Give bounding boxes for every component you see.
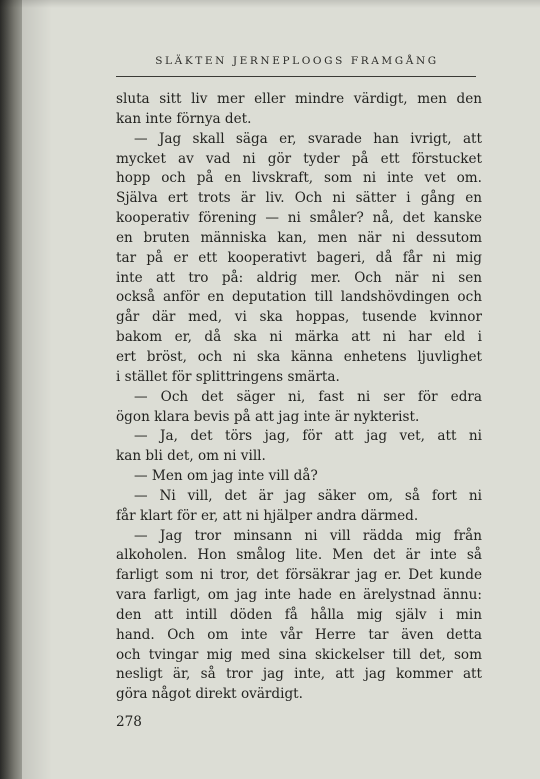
text-line: — Men om jag inte vill då? bbox=[134, 468, 318, 485]
text-line: inte att tro på: aldrig mer. Och när ni sen bbox=[116, 269, 482, 286]
text-line: ögon klara bevis på att jag inte är nykterist. bbox=[116, 408, 420, 425]
text-line: vara farligt, om jag inte hade en ärelystnad ännu: bbox=[116, 587, 482, 604]
header-rule bbox=[116, 76, 476, 77]
text-line: i stället för splittringens smärta. bbox=[116, 368, 340, 385]
text-line: går där med, vi ska hoppas, tusende kvinnor bbox=[116, 309, 482, 326]
running-header: SLÄKTEN JERNEPLOOGS FRAMGÅNG bbox=[155, 55, 439, 67]
text-line: — Ja, det törs jag, för att jag vet, att ni bbox=[134, 428, 482, 445]
text-line: nesligt är, så tror jag inte, att jag kommer att bbox=[116, 666, 482, 683]
text-line: tar på er ett kooperativt bageri, då får ni mig bbox=[116, 249, 482, 266]
page-number: 278 bbox=[116, 714, 142, 730]
text-line: och tvingar mig med sina skickelser till det, som bbox=[116, 646, 482, 663]
text-line: hand. Och om inte vår Herre tar även detta bbox=[116, 626, 482, 643]
text-line: den att intill döden få hålla mig själv i min bbox=[116, 606, 482, 623]
text-line: en bruten människa kan, men när ni dessutom bbox=[116, 229, 482, 246]
text-line: bakom er, då ska ni märka att ni har eld i bbox=[116, 329, 482, 346]
text-line: också anför en deputation till landshövdingen och bbox=[116, 289, 482, 306]
text-line: — Och det säger ni, fast ni ser för edra bbox=[134, 388, 482, 405]
body-text bbox=[116, 90, 482, 705]
text-line: sluta sitt liv mer eller mindre värdigt, men den bbox=[116, 91, 482, 107]
text-line: får klart för er, att ni hjälper andra därmed. bbox=[116, 507, 419, 524]
text-line: ert bröst, och ni ska känna enhetens ljuvlighet bbox=[116, 348, 482, 365]
text-line: farligt som ni tror, det försäkrar jag er. Det kunde bbox=[116, 567, 482, 584]
text-line: — Jag skall säga er, svarade han ivrigt, att bbox=[134, 130, 482, 147]
text-line: hopp och på en livskraft, som ni inte vet om. bbox=[116, 170, 482, 187]
text-line: mycket av vad ni gör tyder på ett förstucket bbox=[116, 150, 482, 167]
page-edge-shadow bbox=[0, 0, 540, 8]
text-line: kooperativ förening — ni småler? nå, det kanske bbox=[116, 210, 482, 227]
text-line: Själva ert trots är liv. Och ni sätter i gång en bbox=[116, 190, 482, 207]
text-line: göra något direkt ovärdigt. bbox=[116, 686, 303, 703]
text-line: — Jag tror minsann ni vill rädda mig från bbox=[134, 527, 482, 544]
text-line: kan inte förnya det. bbox=[116, 110, 252, 127]
text-line: — Ni vill, det är jag säker om, så fort ni bbox=[134, 487, 482, 504]
text-line: alkoholen. Hon smålog lite. Men det är inte så bbox=[116, 547, 482, 564]
text-line: kan bli det, om ni vill. bbox=[116, 448, 266, 465]
